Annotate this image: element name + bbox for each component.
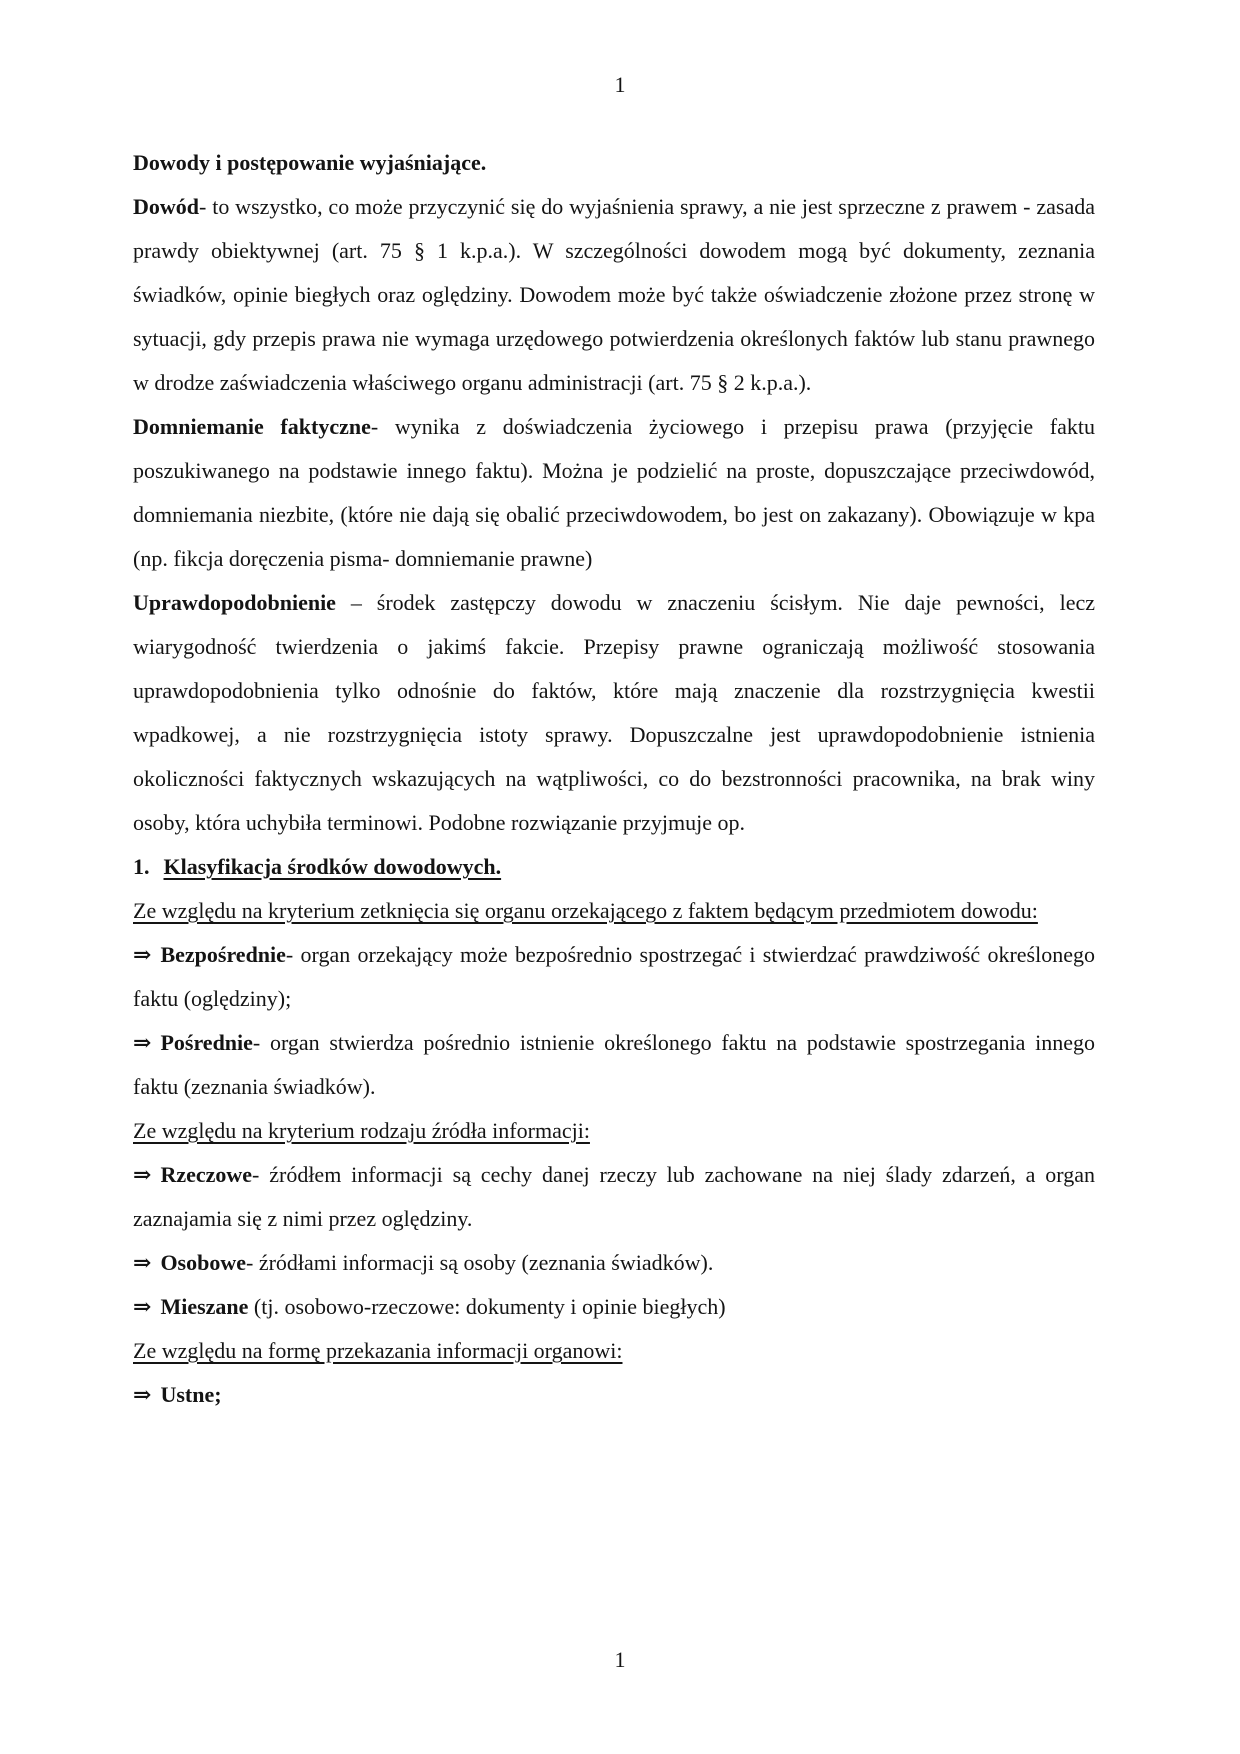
list-item-mieszane [133, 1285, 1095, 1329]
criterion-label-3: Ze względu na formę przekazania informacji organowi: [133, 1338, 623, 1363]
list-item-mieszane-text: (tj. osobowo-rzeczowe: dokumenty i opinie biegłych) [248, 1294, 726, 1319]
page-number-top: 1 [614, 72, 626, 97]
criterion-label-1: Ze względu na kryterium zetknięcia się organu orzekającego z faktem będącym przedmiotem dowodu: [133, 898, 1038, 923]
section-heading-text: Klasyfikacja środków dowodowych. [163, 854, 502, 879]
list-item-osobowe-term: Osobowe [160, 1250, 246, 1275]
main-heading-text: Dowody i postępowanie wyjaśniające. [133, 150, 487, 175]
list-item-ustne-term: Ustne; [160, 1382, 222, 1407]
list-item-osobowe [133, 1241, 1095, 1285]
list-item-bezposrednie-term: Bezpośrednie [160, 942, 286, 967]
definition-domniemanie-text: - wynika z doświadczenia życiowego i przepisu prawa (przyjęcie faktu poszukiwanego na podstawie innego faktu). Można je podzielić na proste, dopuszczające przeciwdowód, domniemania niezbite, (które nie dają się obalić przeciwdowodem, bo jest on zakazany). Obowiązuje w kpa (np. fikcja doręczenia pisma- domniemanie prawne) [133, 414, 1096, 571]
definition-dowod-text: - to wszystko, co może przyczynić się do wyjaśnienia sprawy, a nie jest sprzeczne z prawem - zasada prawdy obiektywnej (art. 75 § 1 k.p.a.). W szczególności dowodem mogą być dokumenty, zeznania świadków, opinie biegłych oraz oględziny. Dowodem może być także oświadczenie złożone przez stronę w sytuacji, gdy przepis prawa nie wymaga urzędowego potwierdzenia określonych faktów lub stanu prawnego w drodze zaświadczenia właściwego organu administracji (art. 75 § 2 k.p.a.). [133, 194, 1095, 395]
double-arrow-bullet-icon: ⇒ [133, 942, 152, 967]
double-arrow-bullet-icon: ⇒ [133, 1250, 152, 1275]
list-item-rzeczowe [133, 1153, 1095, 1241]
document-body [133, 141, 1095, 1417]
page-number-bottom: 1 [614, 1647, 626, 1672]
list-item-osobowe-text: - źródłami informacji są osoby (zeznania świadków). [246, 1250, 714, 1275]
definition-uprawdopodobnienie-text: – środek zastępczy dowodu w znaczeniu ścisłym. Nie daje pewności, lecz wiarygodność twierdzenia o jakimś fakcie. Przepisy prawne ograniczają możliwość stosowania uprawdopodobnienia tylko odnośnie do faktów, które mają znaczenie dla rozstrzygnięcia kwestii wpadkowej, a nie rozstrzygnięcia istoty sprawy. Dopuszczalne jest uprawdopodobnienie istnienia okoliczności faktycznych wskazujących na wątpliwości, co do bezstronności pracownika, na brak winy osoby, która uchybiła terminowi. Podobne rozwiązanie przyjmuje op. [133, 590, 1095, 835]
double-arrow-bullet-icon: ⇒ [133, 1030, 152, 1055]
list-item-mieszane-term: Mieszane [160, 1294, 249, 1319]
definition-domniemanie-term: Domniemanie faktyczne [133, 414, 371, 439]
list-item-posrednie [133, 1021, 1095, 1109]
section-heading [133, 845, 1095, 889]
main-heading [133, 141, 1095, 185]
definition-uprawdopodobnienie [133, 581, 1095, 845]
definition-uprawdopodobnienie-term: Uprawdopodobnienie [133, 590, 336, 615]
list-item-bezposrednie [133, 933, 1095, 1021]
criterion-label-2: Ze względu na kryterium rodzaju źródła informacji: [133, 1118, 590, 1143]
section-heading-number: 1. [133, 854, 150, 879]
list-item-ustne [133, 1373, 1095, 1417]
double-arrow-bullet-icon: ⇒ [133, 1294, 152, 1319]
list-item-posrednie-term: Pośrednie [160, 1030, 253, 1055]
definition-dowod [133, 185, 1095, 405]
list-item-rzeczowe-term: Rzeczowe [160, 1162, 253, 1187]
list-item-rzeczowe-text: - źródłem informacji są cechy danej rzeczy lub zachowane na niej ślady zdarzeń, a organ zaznajamia się z nimi przez oględziny. [133, 1162, 1095, 1231]
definition-domniemanie [133, 405, 1095, 581]
double-arrow-bullet-icon: ⇒ [133, 1382, 152, 1407]
definition-dowod-term: Dowód [133, 194, 200, 219]
list-item-bezposrednie-text: - organ orzekający może bezpośrednio spostrzegać i stwierdzać prawdziwość określonego faktu (oględziny); [133, 942, 1095, 1011]
list-item-posrednie-text: - organ stwierdza pośrednio istnienie określonego faktu na podstawie spostrzegania innego faktu (zeznania świadków). [133, 1030, 1095, 1099]
double-arrow-bullet-icon: ⇒ [133, 1162, 152, 1187]
